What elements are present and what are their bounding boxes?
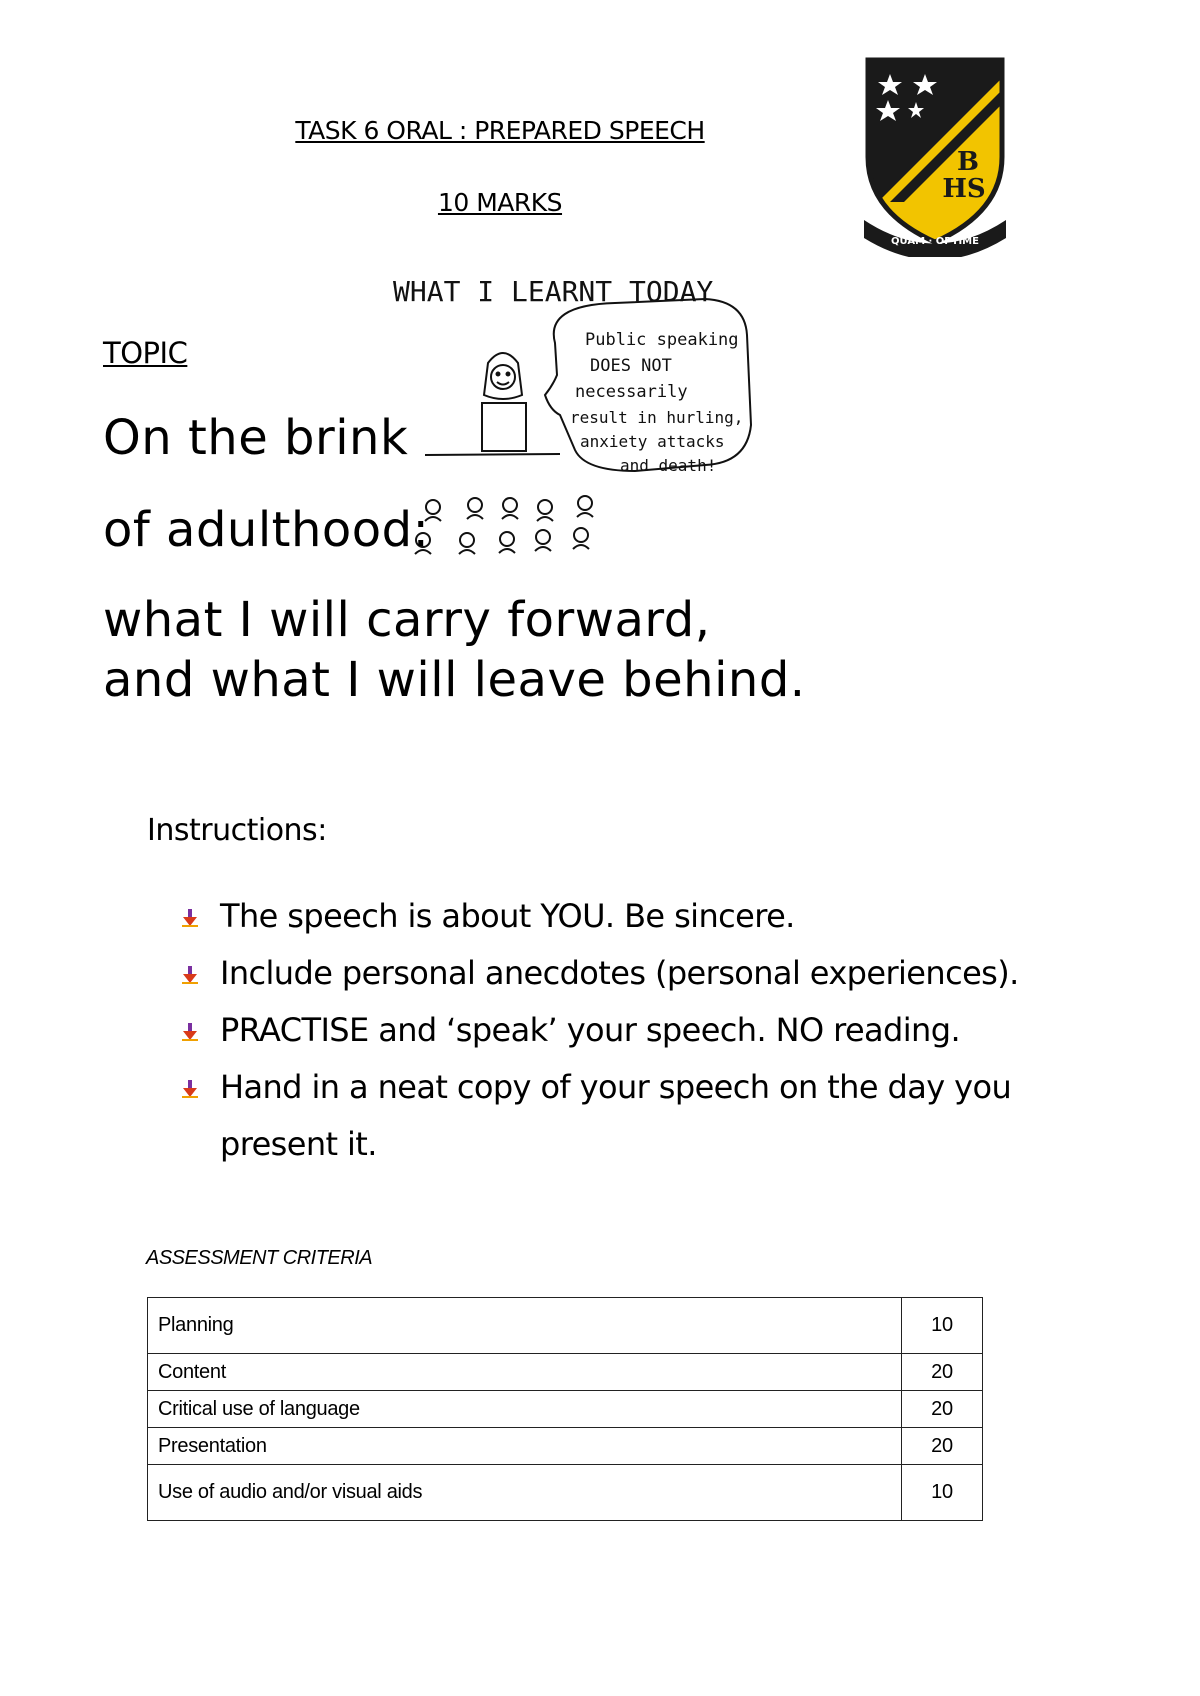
criterion-cell: Critical use of language: [148, 1391, 902, 1428]
list-item: [182, 945, 1112, 1002]
crest-motto: QUAM · OPTIME: [891, 236, 979, 247]
school-crest-icon: [860, 52, 1010, 257]
criterion-cell: Planning: [148, 1298, 902, 1354]
topic-label: TOPIC: [103, 336, 188, 370]
instructions-title: Instructions:: [147, 813, 327, 848]
bubble-line-1: Public speaking: [585, 330, 739, 350]
audience-icon: [415, 496, 593, 554]
marks-label: 10 MARKS: [437, 188, 563, 217]
arrow-down-icon: [182, 966, 198, 984]
list-item: [182, 1059, 1112, 1173]
bubble-line-4: result in hurling,: [570, 408, 744, 427]
bubble-line-3: necessarily: [575, 382, 688, 402]
table-row: [148, 1354, 983, 1391]
list-item: [182, 1002, 1112, 1059]
table-row: [148, 1298, 983, 1354]
instructions-list: [182, 888, 1112, 1173]
table-row: [148, 1465, 983, 1521]
instruction-text: The speech is about YOU. Be sincere.: [220, 897, 795, 935]
table-row: [148, 1428, 983, 1465]
task-title: TASK 6 ORAL : PREPARED SPEECH: [295, 116, 705, 145]
instruction-text: PRACTISE and ‘speak’ your speech. NO reading.: [220, 1011, 961, 1049]
bubble-line-6: and death!: [620, 456, 717, 475]
bubble-line-5: anxiety attacks: [580, 432, 725, 451]
assessment-table: [147, 1297, 983, 1521]
criterion-cell: Use of audio and/or visual aids: [148, 1465, 902, 1521]
topic-line-3: what I will carry forward,: [103, 592, 711, 648]
score-cell: 20: [902, 1354, 983, 1391]
bubble-line-2: DOES NOT: [590, 356, 672, 376]
score-cell: 20: [902, 1391, 983, 1428]
arrow-down-icon: [182, 1023, 198, 1041]
topic-line-2: of adulthood:: [103, 502, 430, 558]
topic-line-1: On the brink: [103, 410, 409, 466]
arrow-down-icon: [182, 909, 198, 927]
public-speaking-cartoon: [385, 265, 825, 585]
crest-initials-top: B: [957, 147, 979, 177]
topic-line-4: and what I will leave behind.: [103, 652, 806, 708]
criterion-cell: Content: [148, 1354, 902, 1391]
arrow-down-icon: [182, 1080, 198, 1098]
crest-initials-bottom: HS: [942, 174, 986, 204]
table-row: [148, 1391, 983, 1428]
score-cell: 10: [902, 1298, 983, 1354]
score-cell: 10: [902, 1465, 983, 1521]
list-item: [182, 888, 1112, 945]
speaker-figure-icon: [425, 353, 560, 455]
score-cell: 20: [902, 1428, 983, 1465]
instruction-text: Hand in a neat copy of your speech on the day you present it.: [220, 1068, 1012, 1163]
cartoon-heading: WHAT I LEARNT TODAY: [393, 275, 714, 308]
assessment-title: ASSESSMENT CRITERIA: [146, 1247, 373, 1269]
instruction-text: Include personal anecdotes (personal experiences).: [220, 954, 1019, 992]
criterion-cell: Presentation: [148, 1428, 902, 1465]
